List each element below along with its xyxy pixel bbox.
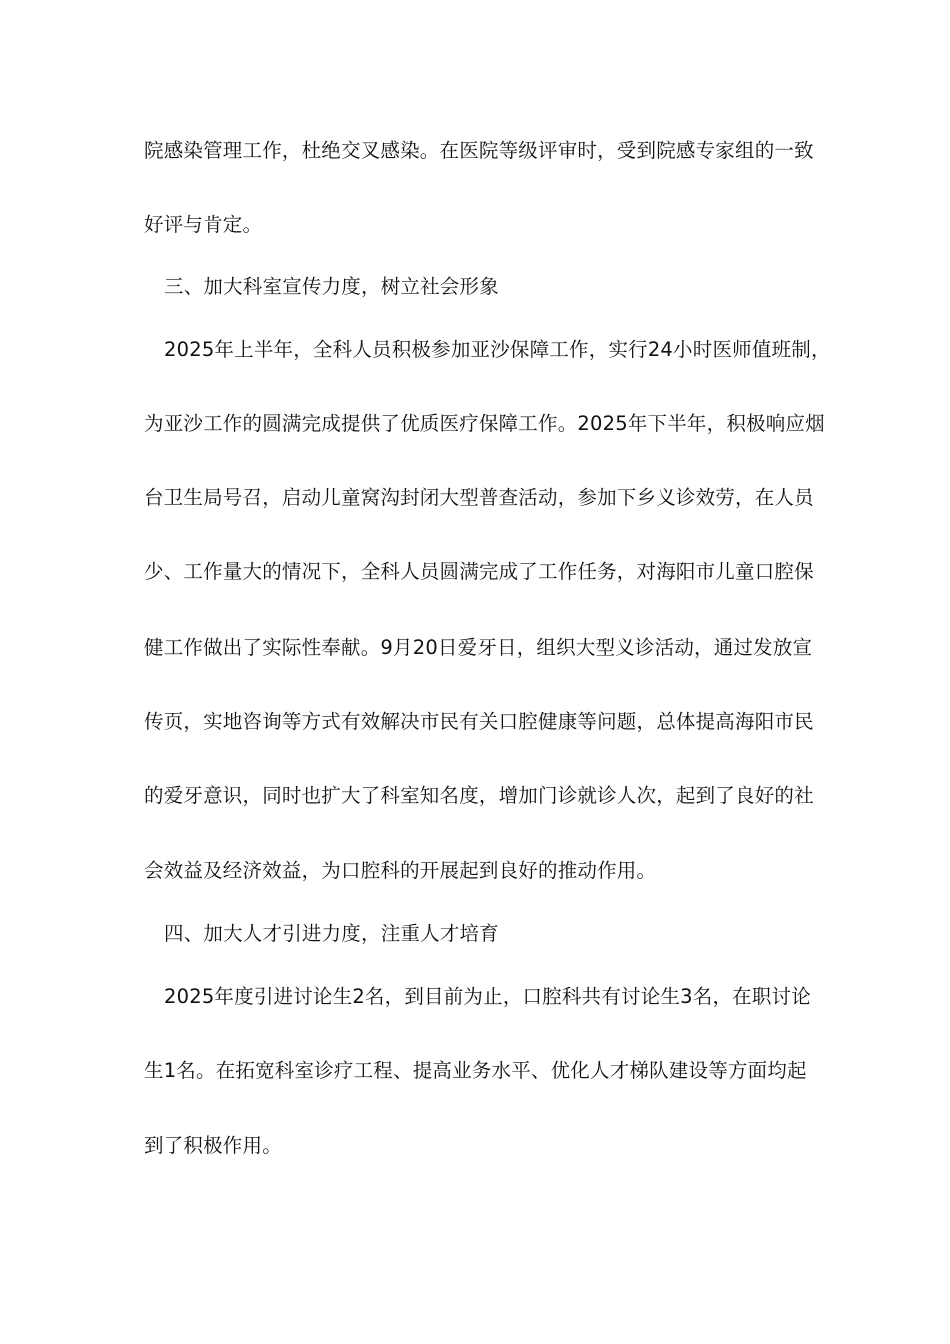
- paragraph-line: 2025年上半年，全科人员积极参加亚沙保障工作，实行24小时医师值班制，: [164, 338, 831, 361]
- section-heading: 四、加大人才引进力度，注重人才培育: [164, 922, 499, 945]
- paragraph-line: 会效益及经济效益，为口腔科的开展起到良好的推动作用。: [144, 859, 657, 882]
- paragraph-line: 生1名。在拓宽科室诊疗工程、提高业务水平、优化人才梯队建设等方面均起: [144, 1059, 807, 1082]
- paragraph-line: 为亚沙工作的圆满完成提供了优质医疗保障工作。2025年下半年，积极响应烟: [144, 412, 825, 435]
- paragraph-line: 2025年度引进讨论生2名，到目前为止，口腔科共有讨论生3名，在职讨论: [164, 985, 811, 1008]
- paragraph-line: 到了积极作用。: [144, 1134, 282, 1157]
- paragraph-line: 好评与肯定。: [144, 213, 263, 236]
- section-heading: 三、加大科室宣传力度，树立社会形象: [164, 275, 499, 298]
- paragraph-line: 健工作做出了实际性奉献。9月20日爱牙日，组织大型义诊活动，通过发放宣: [144, 636, 813, 659]
- paragraph-line: 少、工作量大的情况下，全科人员圆满完成了工作任务，对海阳市儿童口腔保: [144, 560, 814, 583]
- paragraph-line: 院感染管理工作，杜绝交叉感染。在医院等级评审时，受到院感专家组的一致: [144, 139, 814, 162]
- paragraph-line: 的爱牙意识，同时也扩大了科室知名度，增加门诊就诊人次，起到了良好的社: [144, 784, 814, 807]
- paragraph-line: 台卫生局号召，启动儿童窝沟封闭大型普查活动，参加下乡义诊效劳，在人员: [144, 486, 814, 509]
- paragraph-line: 传页，实地咨询等方式有效解决市民有关口腔健康等问题，总体提高海阳市民: [144, 710, 814, 733]
